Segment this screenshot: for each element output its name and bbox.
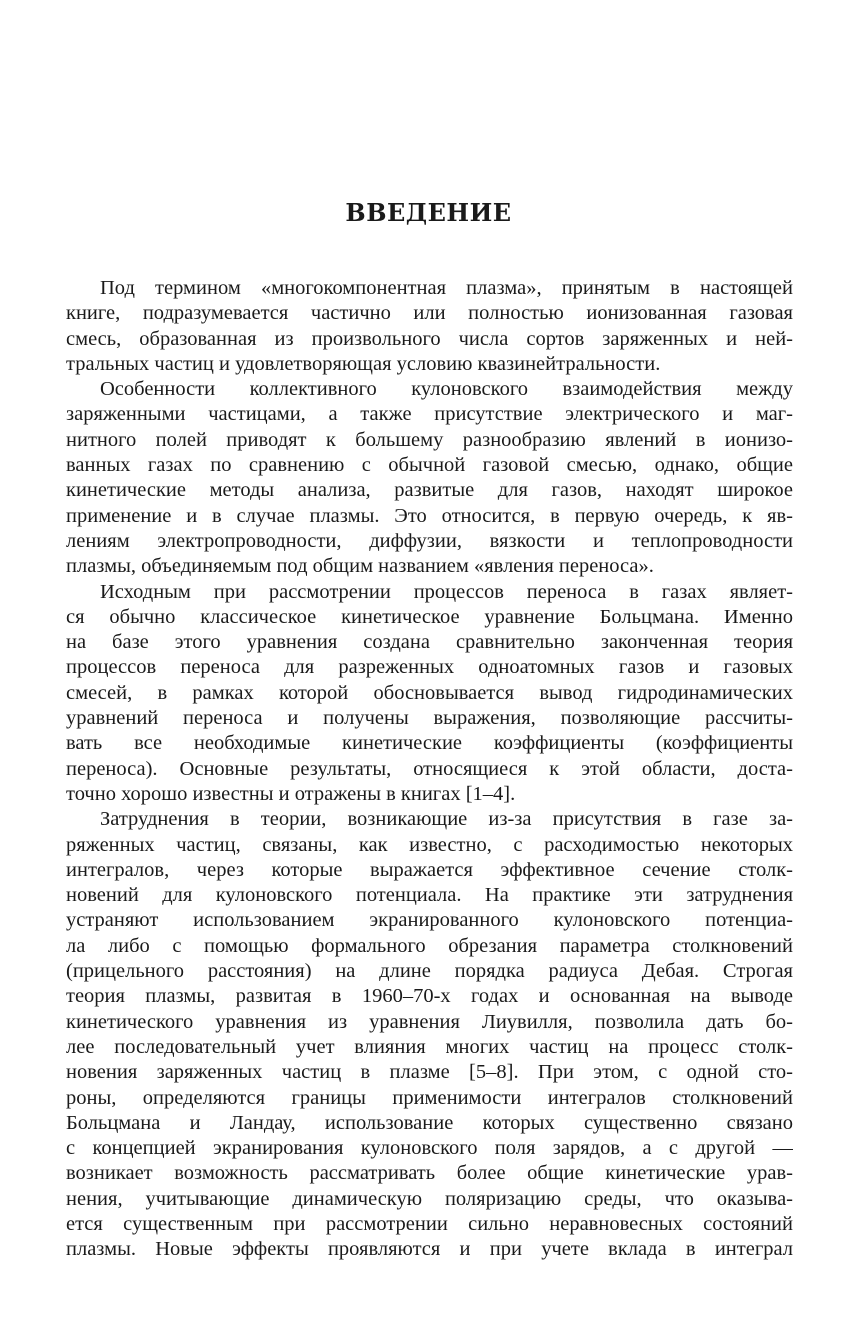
body-text [66, 276, 793, 1263]
text-line: точно хорошо известны и отражены в книгах [1–4]. [66, 782, 516, 805]
text-line: нитного полей приводят к большему разнообразию явлений в ионизо- [66, 428, 793, 451]
text-line: теория плазмы, развитая в 1960–70-х годах и основанная на выводе [66, 985, 793, 1008]
text-line: тральных частиц и удовлетворяющая условию квазинейтральности. [66, 352, 661, 375]
text-line: ся обычно классическое кинетическое уравнение Больцмана. Именно [66, 605, 793, 628]
text-line: ванных газах по сравнению с обычной газовой смесью, однако, общие [66, 454, 793, 477]
text-line: кинетические методы анализа, развитые для газов, находят широкое [66, 479, 793, 502]
text-line: кинетического уравнения из уравнения Лиувилля, позволила дать бо- [66, 1010, 793, 1033]
text-line: лениям электропроводности, диффузии, вязкости и теплопроводности [66, 529, 793, 552]
text-line: смесь, образованная из произвольного числа сортов заряженных и ней- [66, 327, 793, 350]
text-line: Под термином «многокомпонентная плазма», принятым в настоящей [100, 277, 793, 299]
text-line: уравнений переноса и получены выражения, позволяющие рассчиты- [66, 707, 793, 730]
text-line: Больцмана и Ландау, использование которых существенно связано [66, 1111, 793, 1134]
text-line: вать все необходимые кинетические коэффициенты (коэффициенты [66, 732, 793, 755]
text-line: (прицельного расстояния) на длине порядка радиуса Дебая. Строгая [66, 960, 793, 983]
text-line: плазмы. Новые эффекты проявляются и при учете вклада в интеграл [66, 1238, 793, 1261]
text-line: плазмы, объединяемым под общим названием «явления переноса». [66, 555, 654, 578]
text-line: с концепцией экранирования кулоновского поля зарядов, а с другой — [66, 1137, 793, 1160]
text-line: ется существенным при рассмотрении сильно неравновесных состояний [66, 1212, 793, 1235]
text-line: применение и в случае плазмы. Это относится, в первую очередь, к яв- [66, 504, 793, 527]
text-line: на базе этого уравнения создана сравнительно законченная теория [66, 631, 793, 654]
text-line: ряженных частиц, связаны, как известно, с расходимостью некоторых [66, 833, 793, 856]
text-line: смесей, в рамках которой обосновывается вывод гидродинамических [66, 681, 793, 704]
text-line: переноса). Основные результаты, относящиеся к этой области, доста- [66, 757, 793, 780]
text-line: ла либо с помощью формального обрезания параметра столкновений [66, 934, 793, 957]
text-line: новений для кулоновского потенциала. На практике эти затруднения [66, 884, 793, 907]
text-line: заряженными частицами, а также присутствие электрического и маг- [66, 403, 793, 426]
text-line: Затруднения в теории, возникающие из-за присутствия в газе за- [100, 808, 793, 831]
text-line: Особенности коллективного кулоновского взаимодействия между [100, 378, 793, 401]
text-line: новения заряженных частиц в плазме [5–8]. При этом, с одной сто- [66, 1061, 793, 1084]
text-line: лее последовательный учет влияния многих частиц на процесс столк- [66, 1035, 793, 1058]
text-line: процессов переноса для разреженных одноатомных газов и газовых [66, 656, 793, 679]
text-line: Исходным при рассмотрении процессов переноса в газах являет- [100, 580, 793, 603]
text-line: интегралов, через которые выражается эффективное сечение столк- [66, 858, 793, 881]
text-line: возникает возможность рассматривать более общие кинетические урав- [66, 1162, 793, 1185]
text-line: роны, определяются границы применимости интегралов столкновений [66, 1086, 793, 1109]
text-line: нения, учитывающие динамическую поляризацию среды, что оказыва- [66, 1187, 793, 1210]
text-line: книге, подразумевается частично или полностью ионизованная газовая [66, 302, 793, 325]
text-line: устраняют использованием экранированного кулоновского потенциа- [66, 909, 793, 932]
page-title: ВВЕДЕНИЕ [345, 198, 512, 227]
